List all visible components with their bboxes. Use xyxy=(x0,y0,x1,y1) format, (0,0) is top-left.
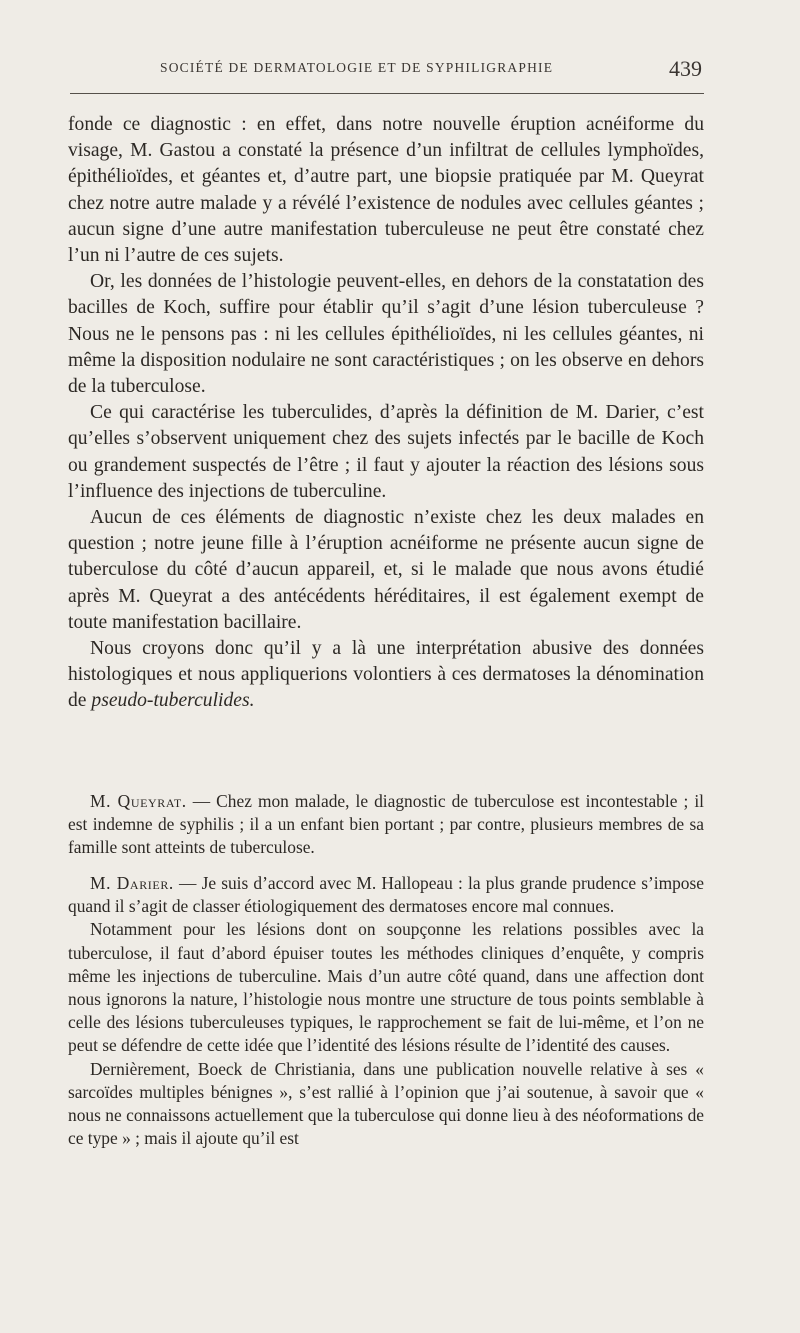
page-number: 439 xyxy=(669,56,702,81)
darier-paragraph-1 xyxy=(68,872,704,918)
remark-darier xyxy=(68,872,704,1150)
queyrat-text: — Chez mon malade, le diagnostic de tuberculose est incontestable ; il est indemne de syphilis ; il a un enfant bien portant ; par contre, plusieurs membres de sa famille sont atteints de tuberculose. xyxy=(68,791,704,858)
paragraph-5 xyxy=(68,636,704,715)
paragraph-5-text: Nous croyons donc qu’il y a là une interprétation abusive des données histologiques et nous appliquerions volontiers à ces dermatoses la dénomination de xyxy=(68,638,704,712)
paragraph-3: Ce qui caractérise les tuberculides, d’après la définition de M. Darier, c’est qu’elles s’observent uniquement chez des sujets infectés par le bacille de Koch ou grandement suspectés de l’être ; il faut y ajouter la réaction des lésions sous l’influence des injections de tuberculine. xyxy=(68,402,704,502)
darier-paragraph-3: Dernièrement, Boeck de Christiania, dans une publication nouvelle relative à ses « sarcoïdes multiples bénignes », s’est rallié à l’opinion que j’ai soutenue, à savoir que « nous ne connaissons actuellement que la tuberculose qui donne lieu à des néoformations de ce type » ; mais il ajoute qu’il est xyxy=(68,1058,704,1149)
remark-queyrat xyxy=(68,790,704,860)
speaker-queyrat: M. Queyrat. xyxy=(90,791,187,811)
header-rule xyxy=(70,93,704,94)
pseudo-tuberculides-term: pseudo-tuberculides. xyxy=(91,690,255,712)
paragraph-1: fonde ce diagnostic : en effet, dans notre nouvelle éruption acnéiforme du visage, M. Gastou a constaté la présence d’un infiltrat de cellules lymphoïdes, épithélioïdes, et géantes et, d’autre part, une biopsie pratiquée par M. Queyrat chez notre autre malade y a révélé l’existence de nodules avec cellules géantes ; aucun signe d’une autre manifestation tuberculeuse ne peut être constaté chez l’un ni l’autre de ces sujets. xyxy=(68,114,704,267)
speaker-darier: M. Darier. xyxy=(90,873,174,893)
paragraph-2: Or, les données de l’histologie peuvent-elles, en dehors de la constatation des bacilles de Koch, suffire pour établir qu’il s’agit d’une lésion tuberculeuse ? Nous ne le pensons pas : ni les cellules épithélioïdes, ni les cellules géantes, ni même la disposition nodulaire ne sont caractéristiques ; on les observe en dehors de la tuberculose. xyxy=(68,271,704,398)
queyrat-paragraph xyxy=(68,790,704,860)
page-header xyxy=(68,56,704,84)
darier-paragraph-2: Notamment pour les lésions dont on soupçonne les relations possibles avec la tuberculose, il faut d’abord épuiser toutes les méthodes cliniques d’enquête, y compris même les injections de tuberculine. Mais d’un autre côté quand, dans une affection dont nous ignorons la nature, l’histologie nous montre une structure de tous points semblable à celle des lésions tuberculeuses typiques, le rapprochement se fait de lui-même, et l’on ne peut se défendre de cette idée que l’identité des lésions résulte de l’identité des causes. xyxy=(68,919,704,1056)
paragraph-4: Aucun de ces éléments de diagnostic n’existe chez les deux malades en question ; notre jeune fille à l’éruption acnéiforme ne présente aucun signe de tuberculose du côté d’aucun appareil, et, si le malade que nous avons étudié après M. Queyrat a des antécédents héréditaires, il est également exempt de toute manifestation bacillaire. xyxy=(68,507,704,633)
main-text xyxy=(68,112,704,715)
running-title: SOCIÉTÉ DE DERMATOLOGIE ET DE SYPHILIGRAPHIE xyxy=(160,60,554,75)
darier-text: — Je suis d’accord avec M. Hallopeau : la plus grande prudence s’impose quand il s’agit de classer étiologiquement des dermatoses encore mal connues. xyxy=(68,873,704,917)
